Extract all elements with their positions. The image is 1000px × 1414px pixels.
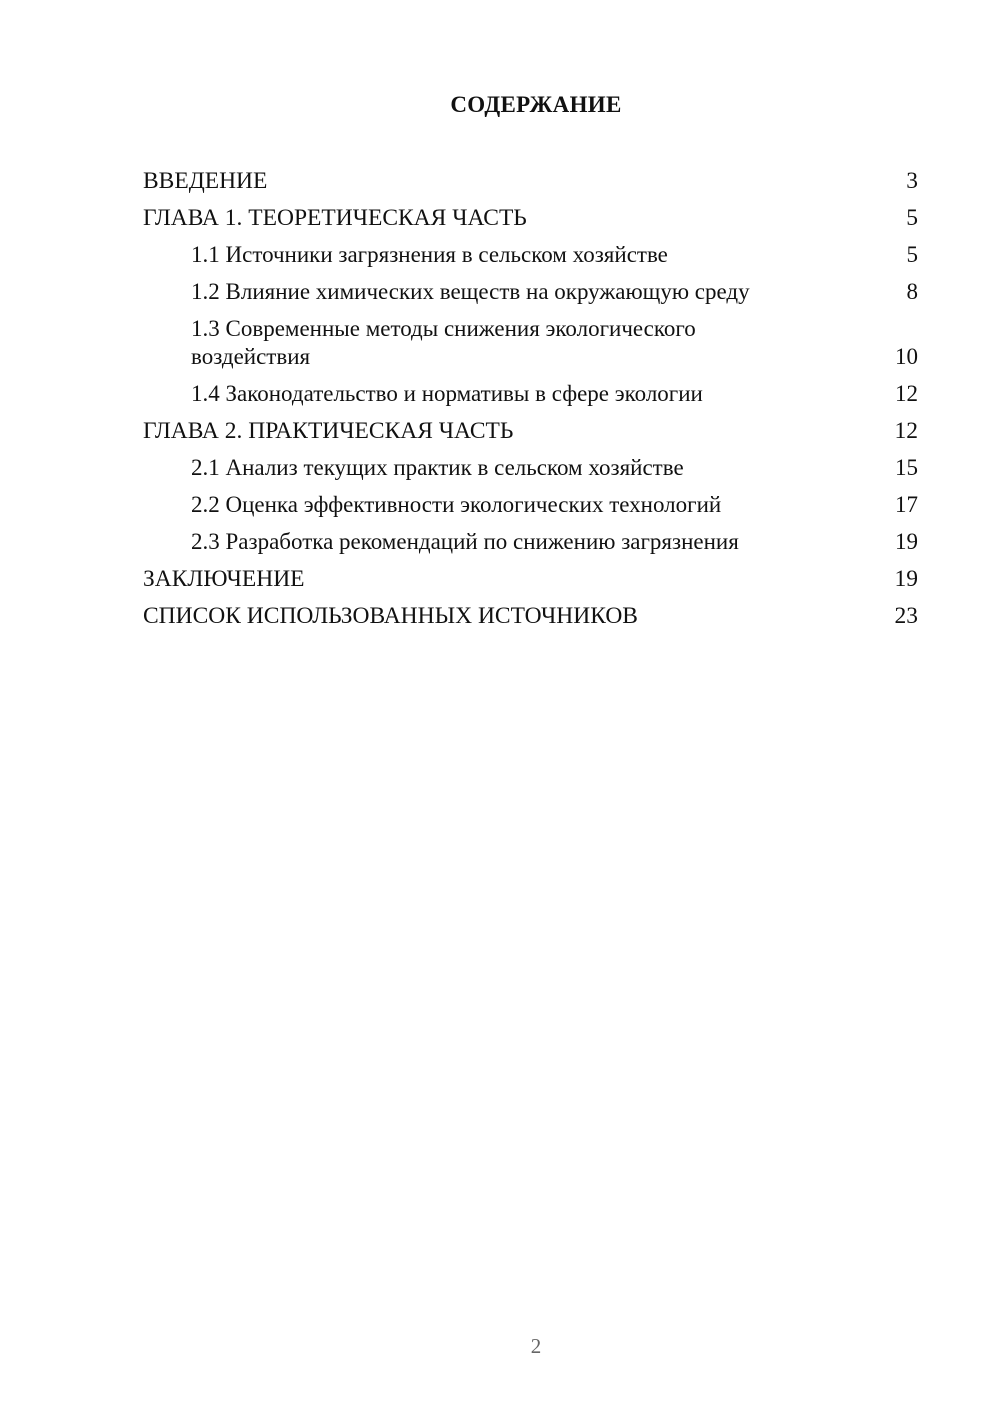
toc-entry-section-1-3[interactable]	[143, 315, 918, 371]
toc-entry-label: ГЛАВА 1. ТЕОРЕТИЧЕСКАЯ ЧАСТЬ	[143, 205, 527, 231]
toc-entry-label: 1.3 Современные методы снижения экологического воздействия	[191, 316, 696, 369]
toc-entry-section-1-4[interactable]	[143, 380, 918, 408]
table-of-contents	[143, 167, 918, 639]
toc-entry-introduction[interactable]	[143, 167, 918, 195]
toc-entry-page: 15	[895, 455, 918, 480]
toc-entry-page: 10	[895, 344, 918, 369]
toc-entry-page: 17	[895, 492, 918, 517]
toc-entry-conclusion[interactable]	[143, 565, 918, 593]
toc-entry-section-1-1[interactable]	[143, 241, 918, 269]
toc-entry-label: 2.1 Анализ текущих практик в сельском хозяйстве	[191, 455, 684, 480]
toc-entry-page: 8	[906, 279, 918, 304]
toc-entry-label: ГЛАВА 2. ПРАКТИЧЕСКАЯ ЧАСТЬ	[143, 418, 514, 444]
toc-entry-label: СПИСОК ИСПОЛЬЗОВАННЫХ ИСТОЧНИКОВ	[143, 603, 638, 629]
toc-entry-page: 19	[894, 566, 918, 592]
toc-entry-chapter-2[interactable]	[143, 417, 918, 445]
toc-entry-label: ЗАКЛЮЧЕНИЕ	[143, 566, 305, 592]
toc-entry-label: 1.4 Законодательство и нормативы в сфере экологии	[191, 381, 703, 406]
toc-entry-section-2-3[interactable]	[143, 528, 918, 556]
toc-entry-label: 2.2 Оценка эффективности экологических технологий	[191, 492, 722, 517]
toc-entry-page: 19	[895, 529, 918, 554]
toc-entry-label: 2.3 Разработка рекомендаций по снижению загрязнения	[191, 529, 739, 554]
toc-entry-section-2-1[interactable]	[143, 454, 918, 482]
toc-entry-chapter-1[interactable]	[143, 204, 918, 232]
toc-entry-label: ВВЕДЕНИЕ	[143, 168, 268, 194]
toc-entry-page: 5	[906, 242, 918, 267]
toc-entry-page: 12	[895, 381, 918, 406]
toc-entry-page: 12	[894, 418, 918, 444]
toc-entry-section-2-2[interactable]	[143, 491, 918, 519]
toc-entry-page: 23	[894, 603, 918, 629]
toc-entry-label: 1.1 Источники загрязнения в сельском хозяйстве	[191, 242, 668, 267]
toc-entry-references[interactable]	[143, 602, 918, 630]
toc-entry-page: 3	[906, 168, 918, 194]
toc-entry-label: 1.2 Влияние химических веществ на окружающую среду	[191, 279, 750, 304]
toc-entry-page: 5	[906, 205, 918, 231]
page-title: СОДЕРЖАНИЕ	[450, 92, 622, 117]
page-number: 2	[530, 1334, 542, 1358]
toc-entry-section-1-2[interactable]	[143, 278, 918, 306]
